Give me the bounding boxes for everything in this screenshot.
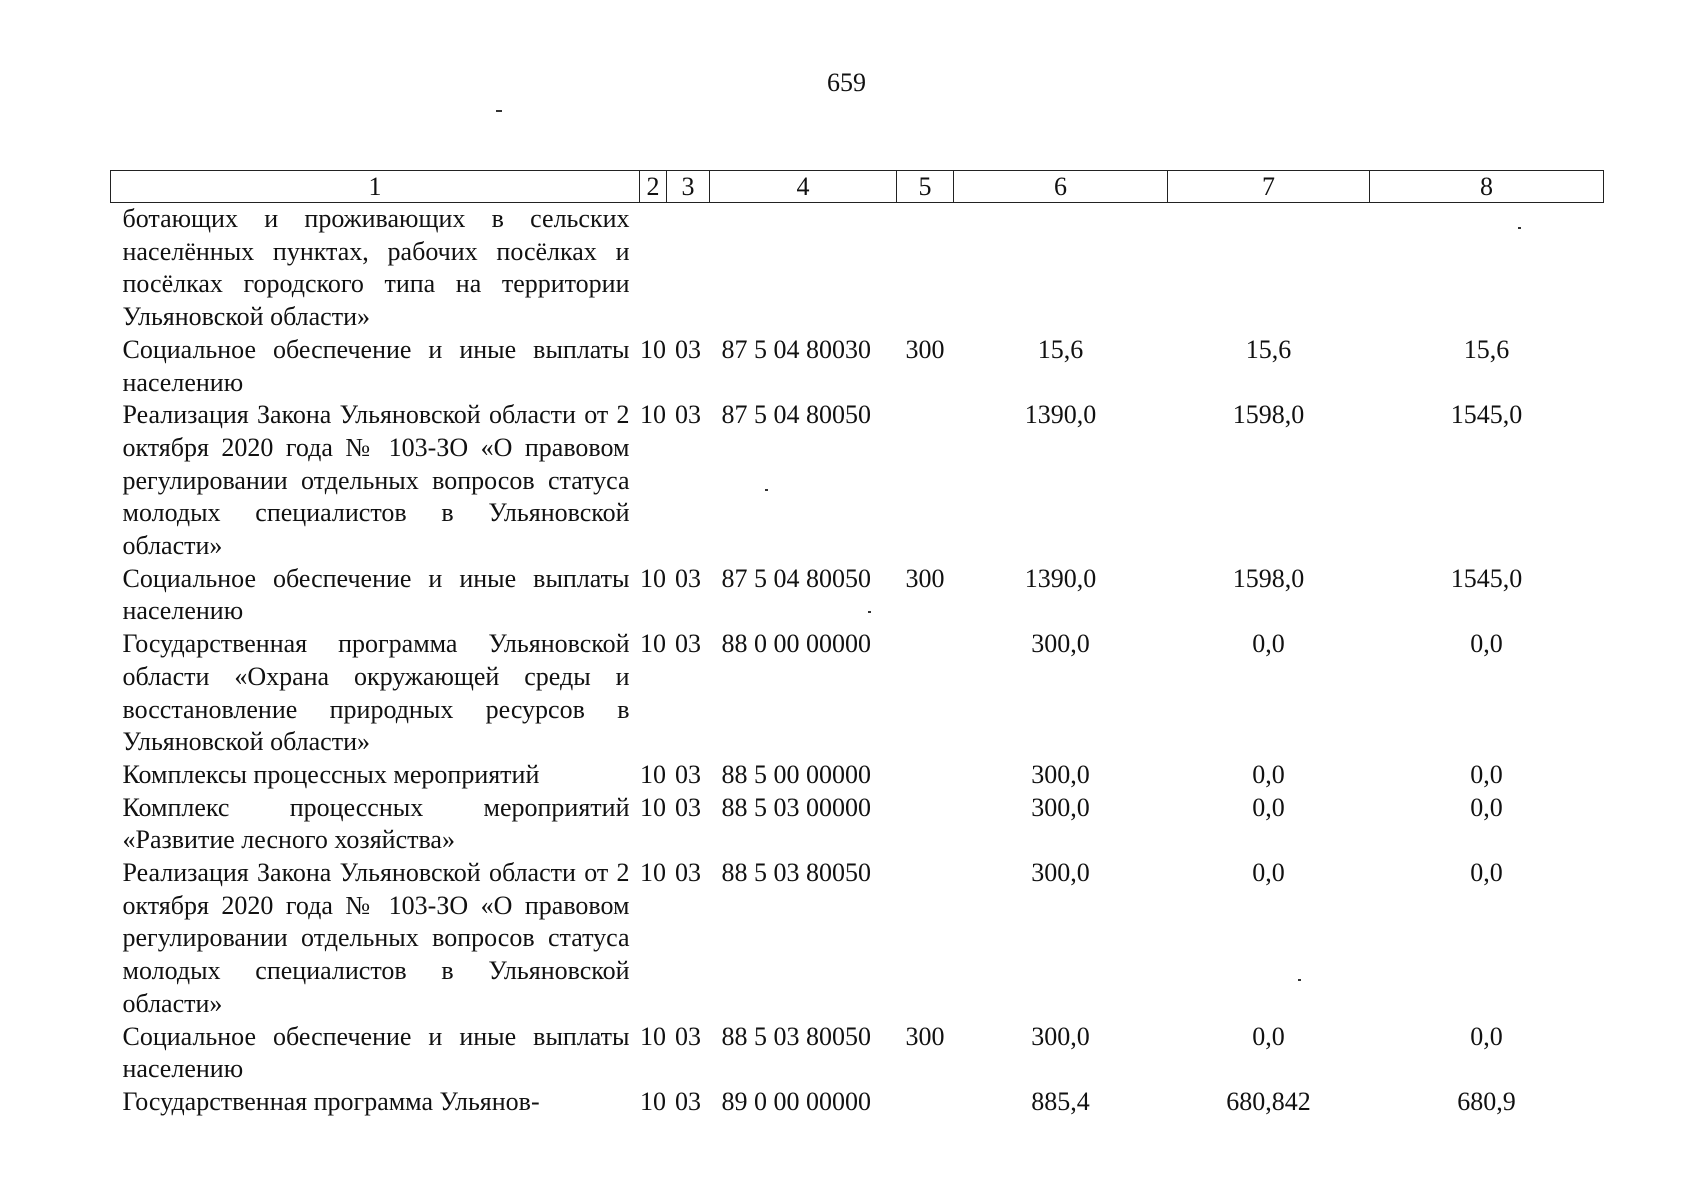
section-cell: 10 — [640, 334, 666, 364]
expense-type-cell — [897, 759, 954, 792]
amount-col6-cell: 885,4 — [1031, 1086, 1090, 1116]
column-header: 6 — [954, 171, 1168, 203]
amount-col7-cell: 0,0 — [1252, 858, 1285, 888]
expense-type-cell: 300 — [905, 563, 945, 593]
subsection-cell: 03 — [675, 759, 701, 789]
expense-type-cell — [897, 628, 954, 759]
amount-col7-cell: 15,6 — [1245, 334, 1292, 364]
amount-col8-cell: 15,6 — [1463, 334, 1510, 364]
row-name-cell: Комплексы процессных мероприятий — [122, 759, 540, 789]
scan-speck — [1518, 227, 1521, 229]
section-cell: 10 — [640, 400, 666, 430]
amount-col8-cell: 1545,0 — [1450, 400, 1523, 430]
page-number: 659 — [827, 68, 866, 97]
subsection-cell: 03 — [675, 629, 701, 659]
amount-col6-cell: 1390,0 — [1024, 400, 1097, 430]
section-cell: 10 — [640, 858, 666, 888]
amount-col6-cell: 300,0 — [1031, 629, 1090, 659]
table-row — [111, 857, 1604, 1021]
amount-col8-cell — [1370, 203, 1604, 334]
row-name-cell: Реализация Закона Ульяновской области от 2 октября 2020 года № 103-ЗО «О правовом регулировании отдельных вопросов статуса молодых специалистов в Ульяновской области» — [122, 858, 630, 1018]
scan-speck — [868, 611, 871, 613]
table-body — [111, 203, 1604, 1119]
amount-col7-cell: 680,842 — [1226, 1086, 1311, 1116]
expense-type-cell — [897, 792, 954, 857]
target-article-cell: 87 5 04 80050 — [721, 400, 871, 430]
target-article-cell — [710, 203, 897, 334]
amount-col8-cell: 0,0 — [1470, 792, 1503, 822]
expense-type-cell — [897, 1086, 954, 1119]
table-row — [111, 628, 1604, 759]
target-article-cell: 89 0 00 00000 — [721, 1086, 871, 1116]
section-cell: 10 — [640, 563, 666, 593]
row-name-cell: Государственная программа Ульянов- — [122, 1086, 540, 1116]
table-row — [111, 203, 1604, 334]
subsection-cell: 03 — [675, 563, 701, 593]
amount-col8-cell: 0,0 — [1470, 759, 1503, 789]
budget-table — [110, 170, 1604, 1119]
subsection-cell: 03 — [675, 1021, 701, 1051]
expense-type-cell — [897, 399, 954, 563]
row-name-cell: Комплекс процессных мероприятий «Развитие лесного хозяйства» — [122, 792, 630, 855]
expense-type-cell: 300 — [905, 334, 945, 364]
table-row — [111, 759, 1604, 792]
amount-col8-cell: 1545,0 — [1450, 563, 1523, 593]
subsection-cell — [667, 203, 710, 334]
target-article-cell: 88 5 03 00000 — [721, 792, 871, 822]
section-cell: 10 — [640, 759, 666, 789]
column-header: 7 — [1168, 171, 1370, 203]
section-cell: 10 — [640, 792, 666, 822]
amount-col6-cell: 300,0 — [1031, 858, 1090, 888]
amount-col6-cell: 300,0 — [1031, 1021, 1090, 1051]
amount-col6-cell — [954, 203, 1168, 334]
amount-col8-cell: 0,0 — [1470, 1021, 1503, 1051]
section-cell: 10 — [640, 1086, 666, 1116]
table-row — [111, 563, 1604, 628]
row-name-cell: Социальное обеспечение и иные выплаты населению — [122, 563, 630, 626]
amount-col8-cell: 680,9 — [1457, 1086, 1516, 1116]
amount-col7-cell — [1168, 203, 1370, 334]
amount-col6-cell: 15,6 — [1037, 334, 1084, 364]
amount-col7-cell: 0,0 — [1252, 792, 1285, 822]
row-name-cell: Реализация Закона Ульяновской области от 2 октября 2020 года № 103-ЗО «О правовом регулировании отдельных вопросов статуса молодых специалистов в Ульяновской области» — [122, 400, 630, 561]
expense-type-cell: 300 — [905, 1021, 945, 1051]
table-row — [111, 1021, 1604, 1086]
scan-speck — [496, 110, 502, 112]
amount-col8-cell: 0,0 — [1470, 629, 1503, 659]
target-article-cell: 87 5 04 80030 — [721, 334, 871, 364]
row-name-cell: Социальное обеспечение и иные выплаты населению — [122, 334, 630, 397]
subsection-cell: 03 — [675, 400, 701, 430]
amount-col7-cell: 1598,0 — [1232, 400, 1305, 430]
table-row — [111, 1086, 1604, 1119]
amount-col8-cell: 0,0 — [1470, 858, 1503, 888]
amount-col7-cell: 1598,0 — [1232, 563, 1305, 593]
section-cell — [640, 203, 667, 334]
table-row — [111, 399, 1604, 563]
target-article-cell: 88 5 03 80050 — [721, 858, 871, 888]
section-cell: 10 — [640, 629, 666, 659]
target-article-cell: 88 0 00 00000 — [721, 629, 871, 659]
row-name-cell: Государственная программа Ульяновской области «Охрана окружающей среды и восстановление природных ресурсов в Ульяновской области» — [122, 629, 630, 757]
amount-col6-cell: 1390,0 — [1024, 563, 1097, 593]
subsection-cell: 03 — [675, 858, 701, 888]
column-header: 3 — [667, 171, 710, 203]
column-header: 2 — [640, 171, 667, 203]
amount-col6-cell: 300,0 — [1031, 792, 1090, 822]
amount-col6-cell: 300,0 — [1031, 759, 1090, 789]
target-article-cell: 87 5 04 80050 — [721, 563, 871, 593]
table-row — [111, 792, 1604, 857]
section-cell: 10 — [640, 1021, 666, 1051]
expense-type-cell — [897, 203, 954, 334]
column-header: 4 — [710, 171, 897, 203]
amount-col7-cell: 0,0 — [1252, 629, 1285, 659]
scan-speck — [765, 489, 768, 491]
target-article-cell: 88 5 03 80050 — [721, 1021, 871, 1051]
table-header-row — [111, 171, 1604, 203]
budget-table-container — [110, 170, 1603, 1119]
table-row — [111, 334, 1604, 399]
column-header: 1 — [111, 171, 640, 203]
column-header: 5 — [897, 171, 954, 203]
amount-col7-cell: 0,0 — [1252, 1021, 1285, 1051]
subsection-cell: 03 — [675, 792, 701, 822]
column-header: 8 — [1370, 171, 1604, 203]
subsection-cell: 03 — [675, 1086, 701, 1116]
subsection-cell: 03 — [675, 334, 701, 364]
row-name-cell: ботающих и проживающих в сельских населённых пунктах, рабочих посёлках и посёлках городского типа на территории Ульяновской области» — [122, 204, 630, 332]
target-article-cell: 88 5 00 00000 — [721, 759, 871, 789]
row-name-cell: Социальное обеспечение и иные выплаты населению — [122, 1021, 630, 1084]
scan-speck — [1298, 979, 1301, 981]
expense-type-cell — [897, 857, 954, 1021]
amount-col7-cell: 0,0 — [1252, 759, 1285, 789]
